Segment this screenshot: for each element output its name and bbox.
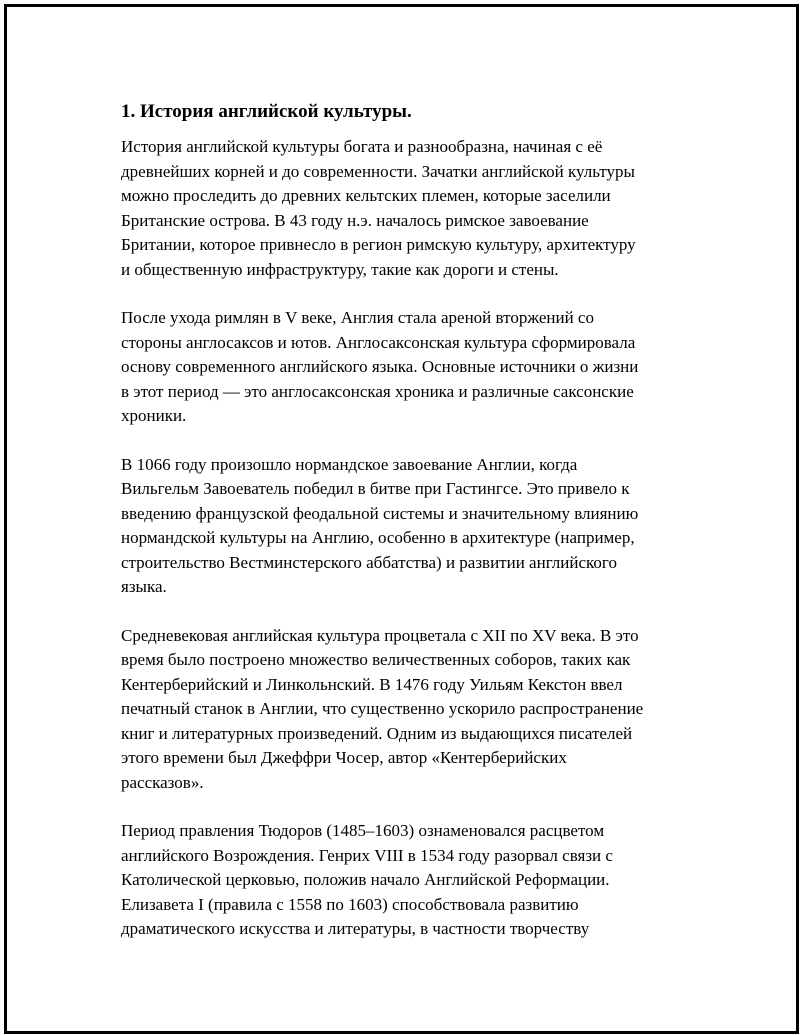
text-line: в этот период — это англосаксонская хроника и различные саксонские bbox=[121, 381, 634, 401]
text-line: Средневековая английская культура процветала с XII по XV века. В это bbox=[121, 625, 639, 645]
text-line: введению французской феодальной системы и значительному влиянию bbox=[121, 503, 639, 523]
text-line: хроники. bbox=[121, 406, 187, 425]
section-heading: 1. История английской культуры. bbox=[121, 101, 412, 122]
text-line: основу современного английского языка. Основные источники о жизни bbox=[121, 357, 639, 376]
text-line: стороны англосаксов и ютов. Англосаксонская культура сформировала bbox=[121, 332, 636, 352]
text-line: Кентерберийский и Линкольнский. В 1476 году Уильям Кекстон ввел bbox=[121, 674, 623, 694]
text-line: строительство Вестминстерского аббатства) и развитии английского bbox=[121, 552, 617, 572]
text-line: В 1066 году произошло нормандское завоевание Англии, когда bbox=[121, 454, 578, 474]
text-line: Католической церковью, положив начало Английской Реформации. bbox=[121, 870, 610, 889]
text-line: Елизавета I (правила с 1558 по 1603) способствовала развитию bbox=[121, 894, 579, 914]
text-line: Период правления Тюдоров (1485–1603) ознаменовался расцветом bbox=[121, 821, 605, 840]
text-line: Британии, которое привнесло в регион римскую культуру, архитектуру bbox=[121, 235, 636, 254]
text-line: Британские острова. В 43 году н.э. началось римское завоевание bbox=[121, 210, 589, 230]
text-line: После ухода римлян в V веке, Англия стала ареной вторжений со bbox=[121, 308, 594, 327]
text-line: этого времени был Джеффри Чосер, автор «Кентерберийских bbox=[121, 748, 567, 767]
text-line: рассказов». bbox=[121, 772, 204, 792]
text-line: книг и литературных произведений. Одним из выдающихся писателей bbox=[121, 723, 633, 743]
text-line: время было построено множество величественных соборов, таких как bbox=[121, 650, 631, 669]
text-line: Вильгельм Завоеватель победил в битве при Гастингсе. Это привело к bbox=[121, 479, 630, 498]
text-line: языка. bbox=[121, 577, 167, 596]
text-line: История английской культуры богата и разнообразна, начиная с её bbox=[121, 137, 603, 156]
paragraph-medieval bbox=[121, 624, 691, 796]
text-line: печатный станок в Англии, что существенно ускорило распространение bbox=[121, 699, 644, 718]
paragraph-anglo-saxon bbox=[121, 306, 691, 429]
text-line: английского Возрождения. Генрих VIII в 1534 году разорвал связи с bbox=[121, 845, 613, 865]
text-line: древнейших корней и до современности. Зачатки английской культуры bbox=[121, 161, 635, 181]
document-body bbox=[121, 99, 691, 966]
text-line: можно проследить до древних кельтских племен, которые заселили bbox=[121, 186, 611, 205]
paragraph-tudor bbox=[121, 819, 691, 942]
paragraph-norman-conquest bbox=[121, 453, 691, 600]
paragraph-celtic-roman bbox=[121, 135, 691, 282]
text-line: драматического искусства и литературы, в частности творчеству bbox=[121, 919, 590, 938]
page-frame bbox=[4, 4, 799, 1034]
text-line: нормандской культуры на Англию, особенно в архитектуре (например, bbox=[121, 528, 635, 547]
text-line: и общественную инфраструктуру, такие как дороги и стены. bbox=[121, 259, 559, 279]
